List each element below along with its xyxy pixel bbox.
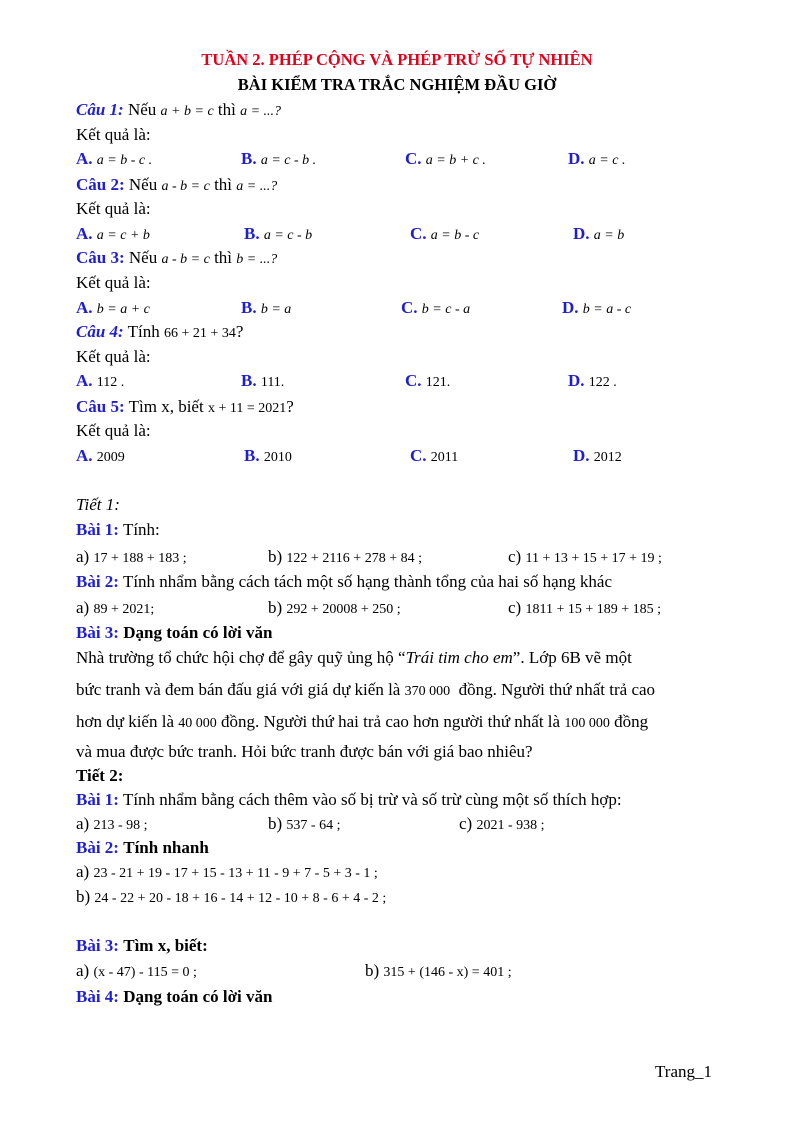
tiet1-bai1-heading: Bài 1: Tính: [76,520,160,539]
option-a: A. a = c + b [76,224,150,243]
question-5-options [76,445,716,467]
question-ask: ? [235,322,244,341]
document-title: TUẦN 2. PHÉP CỘNG VÀ PHÉP TRỪ SỐ TỰ NHIÊN [201,50,593,69]
question-prefix: Tính [127,322,160,341]
question-5 [76,396,294,420]
option-b: B. 111. [241,371,285,390]
question-mid: thì [214,175,233,194]
word-problem-line-4: và mua được bức tranh. Hỏi bức tranh được bán với giá bao nhiêu? [76,742,533,761]
item-c: c) 1811 + 15 + 189 + 185 ; [508,598,662,617]
question-label: Câu 5: [76,397,125,416]
tiet2-bai2-item-b: b) 24 - 22 + 20 - 18 + 16 - 14 + 12 - 10 + 8 - 6 + 4 - 2 ; [76,887,387,906]
option-d: D. 122 . [568,371,617,390]
question-prefix: Nếu [128,248,158,267]
option-b: B. b = a [241,298,292,317]
option-a: A. 2009 [76,446,125,465]
result-label: Kết quả là: [76,347,151,366]
item-b: b) 315 + (146 - x) = 401 ; [365,961,512,980]
question-label: Câu 4: [76,322,124,341]
question-label: Câu 3: [76,248,125,267]
option-d: D. a = c . [568,149,626,168]
option-c: C. b = c - a [401,298,471,317]
item-a: a) 17 + 188 + 183 ; [76,547,187,566]
section-heading-tiet-1: Tiết 1: [76,495,120,514]
tiet2-bai3-items [76,960,716,982]
tiet1-bai3-heading: Bài 3: Dạng toán có lời văn [76,623,273,642]
option-c: C. 2011 [410,446,459,465]
question-4-options [76,370,716,392]
question-label: Câu 2: [76,175,125,194]
word-problem-line-3: hơn dự kiến là 40 000 đồng. Người thứ hai trả cao hơn người thứ nhất là 100 000 đồng [76,712,649,731]
question-1-options [76,148,716,170]
option-a: A. 112 . [76,371,125,390]
tiet1-bai2-items [76,597,716,619]
page-number: Trang_1 [655,1062,712,1081]
question-ask: b = ...? [236,252,278,267]
result-label: Kết quả là: [76,421,151,440]
question-prefix: Nếu [128,175,158,194]
tiet2-bai1-heading: Bài 1: Tính nhẩm bằng cách thêm vào số bị trừ và số trừ cùng một số thích hợp: [76,790,622,809]
tiet2-bai1-items [76,813,716,835]
question-2-options [76,223,716,245]
question-3 [76,247,277,271]
item-b: b) 537 - 64 ; [268,814,341,833]
item-b: b) 122 + 2116 + 278 + 84 ; [268,547,422,566]
tiet2-bai2-heading: Bài 2: Tính nhanh [76,838,209,857]
question-ask: ? [286,397,294,416]
option-b: B. a = c - b [244,224,313,243]
option-b: B. 2010 [244,446,292,465]
word-problem-line-1: Nhà trường tổ chức hội chợ để gây quỹ ủng hộ “Trái tim cho em”. Lớp 6B vẽ một [76,648,632,667]
option-c: C. a = b - c [410,224,480,243]
question-mid: thì [214,248,233,267]
question-expr: a + b = c [160,104,214,119]
result-label: Kết quả là: [76,125,151,144]
question-ask: a = ...? [236,179,278,194]
option-d: D. a = b [573,224,625,243]
item-a: a) 89 + 2021; [76,598,155,617]
question-expr: x + 11 = 2021 [207,401,287,416]
tiet2-bai2-item-a: a) 23 - 21 + 19 - 17 + 15 - 13 + 11 - 9 + 7 - 5 + 3 - 1 ; [76,862,378,881]
option-d: D. 2012 [573,446,622,465]
item-b: b) 292 + 20008 + 250 ; [268,598,401,617]
option-c: C. 121. [405,371,451,390]
tiet1-bai2-heading: Bài 2: Tính nhẩm bằng cách tách một số hạng thành tổng của hai số hạng khác [76,572,613,591]
option-a: A. a = b - c . [76,149,153,168]
question-label: Câu 1: [76,100,124,119]
item-a: a) 213 - 98 ; [76,814,148,833]
option-d: D. b = a - c [562,298,632,317]
option-a: A. b = a + c [76,298,150,317]
item-a: a) (x - 47) - 115 = 0 ; [76,961,197,980]
result-label: Kết quả là: [76,199,151,218]
question-expr: 66 + 21 + 34 [164,326,236,341]
tiet1-bai1-items [76,546,716,568]
question-prefix: Nếu [127,100,157,119]
document-subtitle: BÀI KIỂM TRA TRẮC NGHIỆM ĐẦU GIỜ [237,75,557,94]
question-4 [76,321,243,345]
question-expr: a - b = c [161,252,210,267]
question-ask: a = ...? [240,104,282,119]
section-heading-tiet-2: Tiết 2: [76,766,124,785]
tiet2-bai3-heading: Bài 3: Tìm x, biết: [76,936,208,955]
result-label: Kết quả là: [76,273,151,292]
question-2 [76,174,277,198]
question-3-options [76,297,716,319]
item-c: c) 2021 - 938 ; [459,814,545,833]
option-b: B. a = c - b . [241,149,317,168]
question-1 [76,99,281,123]
tiet2-bai4-heading: Bài 4: Dạng toán có lời văn [76,987,273,1006]
option-c: C. a = b + c . [405,149,486,168]
question-prefix: Tìm x, biết [128,397,204,416]
question-expr: a - b = c [161,179,210,194]
word-problem-line-2: bức tranh và đem bán đấu giá với giá dự kiến là 370 000 đồng. Người thứ nhất trả cao [76,680,656,699]
question-mid: thì [217,100,236,119]
item-c: c) 11 + 13 + 15 + 17 + 19 ; [508,547,662,566]
